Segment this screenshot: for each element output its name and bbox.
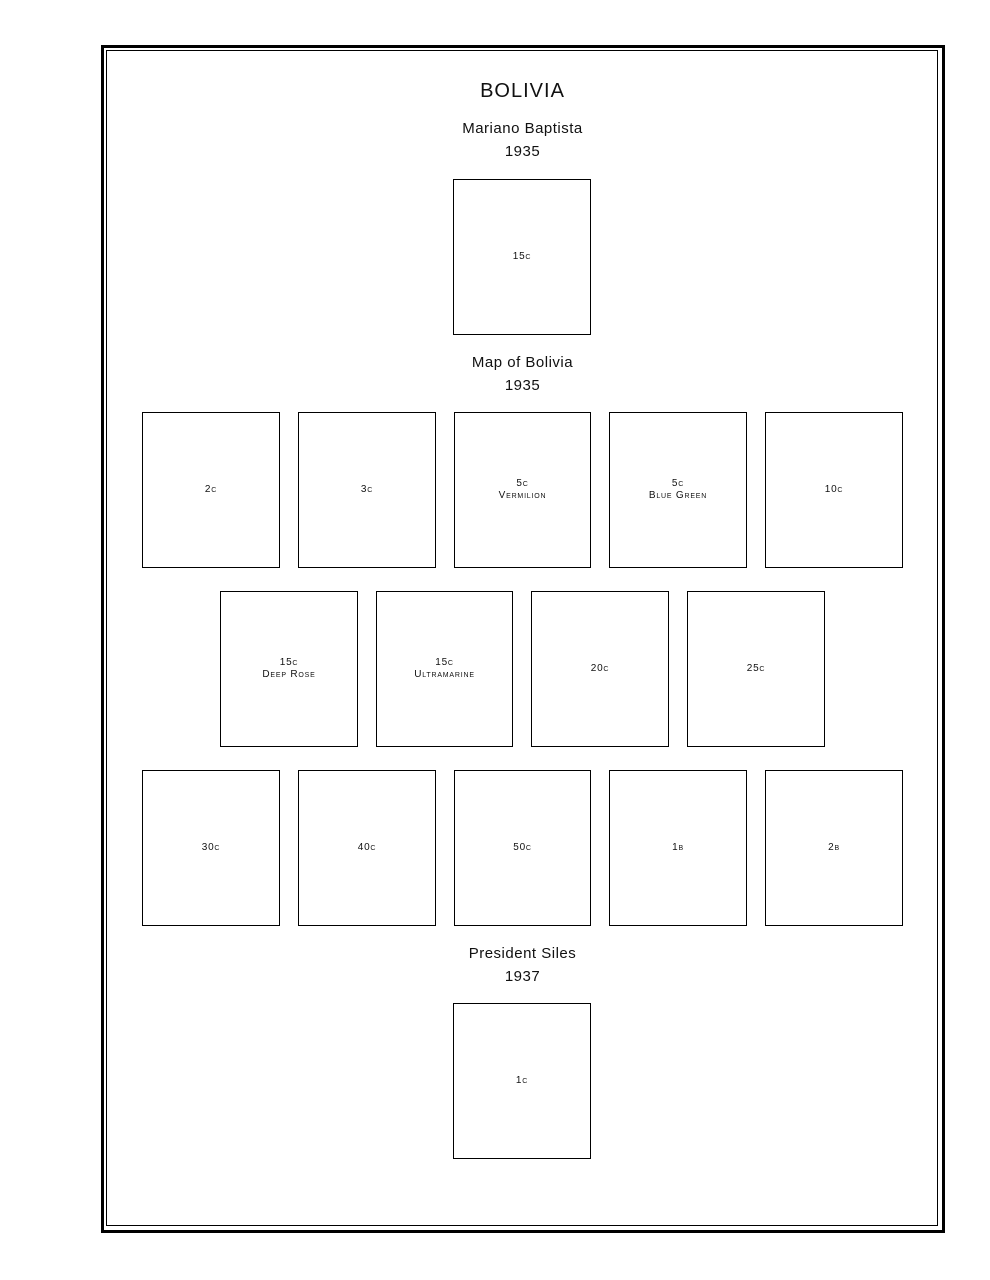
stamp-value: 2c (204, 484, 218, 495)
stamp-space-15c-ultramarine (376, 591, 513, 747)
section-title-president-siles: President Siles (468, 945, 577, 962)
stamp-space-15c (453, 179, 591, 335)
stamp-space-50c (454, 770, 591, 926)
section-year-president-siles: 1937 (504, 968, 541, 985)
stamp-space-40c (298, 770, 436, 926)
stamp-space-1b (609, 770, 747, 926)
stamp-color: Deep Rose (262, 669, 316, 680)
stamp-space-30c (142, 770, 280, 926)
stamp-space-15c-deep-rose (220, 591, 358, 747)
stamp-space-10c (765, 412, 903, 568)
stamp-space-5c-vermilion (454, 412, 591, 568)
section-title-mariano-baptista: Mariano Baptista (462, 120, 583, 137)
stamp-space-3c (298, 412, 436, 568)
stamp-space-2c (142, 412, 280, 568)
page-title: BOLIVIA (480, 80, 565, 102)
stamp-color: Ultramarine (414, 669, 475, 680)
stamp-space-1c (453, 1003, 591, 1159)
stamp-value: 1c (515, 1075, 529, 1086)
stamp-value: 2b (828, 842, 840, 853)
stamp-value: 50c (513, 842, 532, 853)
stamp-space-20c (531, 591, 669, 747)
stamp-space-2b (765, 770, 903, 926)
section-year-map-of-bolivia: 1935 (504, 377, 541, 394)
stamp-value: 20c (590, 663, 610, 674)
stamp-value: 25c (746, 663, 766, 674)
stamp-value: 1b (672, 842, 684, 853)
stamp-value: 15c (279, 657, 299, 668)
stamp-value: 40c (357, 842, 377, 853)
stamp-value: 15c (512, 251, 532, 262)
stamp-color: Blue Green (648, 490, 708, 501)
stamp-value: 15c (435, 657, 454, 668)
section-title-map-of-bolivia: Map of Bolivia (471, 354, 574, 371)
stamp-value: 10c (824, 484, 844, 495)
stamp-value: 3c (360, 484, 374, 495)
stamp-space-25c (687, 591, 825, 747)
section-year-mariano-baptista: 1935 (504, 143, 541, 160)
stamp-value: 5c (516, 478, 529, 489)
stamp-value: 30c (201, 842, 221, 853)
stamp-color: Vermilion (498, 490, 547, 501)
stamp-value: 5c (671, 478, 685, 489)
stamp-space-5c-blue-green (609, 412, 747, 568)
